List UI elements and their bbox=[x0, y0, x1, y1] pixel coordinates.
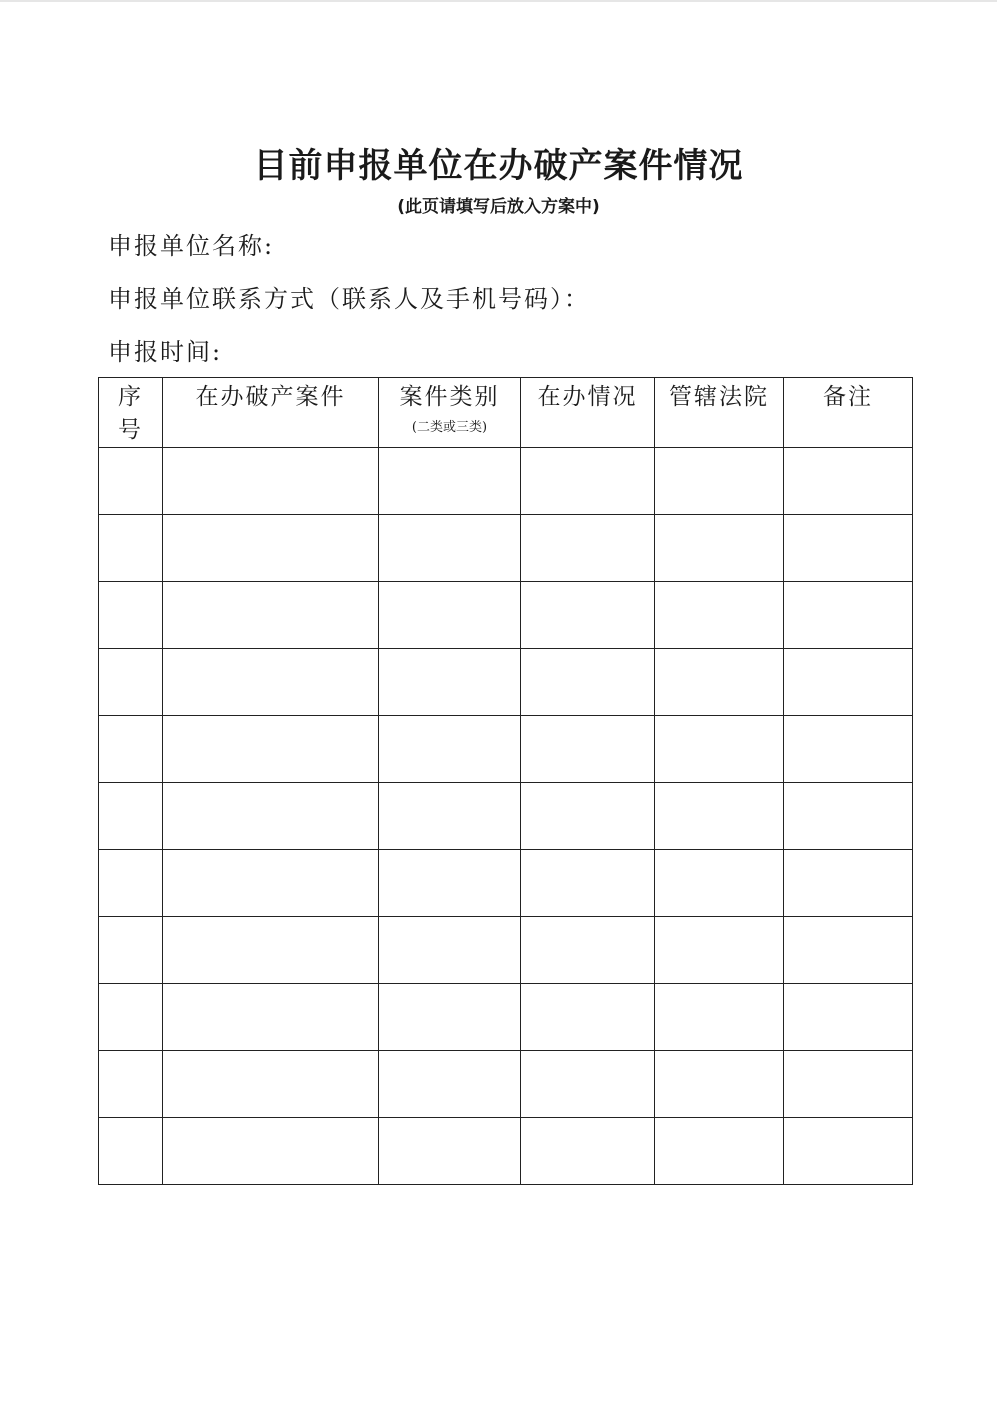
table-cell-case[interactable] bbox=[163, 716, 379, 783]
table-row bbox=[99, 917, 913, 984]
table-cell-seq[interactable] bbox=[99, 984, 163, 1051]
table-cell-seq[interactable] bbox=[99, 1051, 163, 1118]
table-cell-status[interactable] bbox=[521, 783, 655, 850]
table-cell-court[interactable] bbox=[655, 716, 784, 783]
table-cell-seq[interactable] bbox=[99, 515, 163, 582]
table-cell-court[interactable] bbox=[655, 850, 784, 917]
table-cell-seq[interactable] bbox=[99, 582, 163, 649]
table-cell-remarks[interactable] bbox=[784, 582, 913, 649]
table-cell-case[interactable] bbox=[163, 448, 379, 515]
page-top-edge bbox=[0, 0, 997, 2]
table-cell-status[interactable] bbox=[521, 1051, 655, 1118]
table-cell-court[interactable] bbox=[655, 783, 784, 850]
field-unit-name-label: 申报单位名称: bbox=[108, 232, 275, 260]
table-cell-court[interactable] bbox=[655, 1118, 784, 1185]
header-seq bbox=[99, 378, 163, 448]
document-subtitle: (此页请填写后放入方案中) bbox=[397, 197, 600, 217]
table-cell-remarks[interactable] bbox=[784, 1051, 913, 1118]
table-row bbox=[99, 984, 913, 1051]
table-row bbox=[99, 649, 913, 716]
table-cell-status[interactable] bbox=[521, 582, 655, 649]
table-cell-seq[interactable] bbox=[99, 783, 163, 850]
table-cell-court[interactable] bbox=[655, 582, 784, 649]
header-category-label: 案件类别 bbox=[399, 384, 500, 410]
table-cell-category[interactable] bbox=[379, 515, 521, 582]
table-cell-category[interactable] bbox=[379, 783, 521, 850]
table-cell-court[interactable] bbox=[655, 917, 784, 984]
table-row bbox=[99, 582, 913, 649]
header-case-label: 在办破产案件 bbox=[195, 384, 346, 410]
table-cell-category[interactable] bbox=[379, 1118, 521, 1185]
table-cell-category[interactable] bbox=[379, 716, 521, 783]
table-cell-case[interactable] bbox=[163, 582, 379, 649]
table-cell-seq[interactable] bbox=[99, 649, 163, 716]
header-remarks bbox=[784, 378, 913, 448]
table-cell-category[interactable] bbox=[379, 850, 521, 917]
table-cell-case[interactable] bbox=[163, 850, 379, 917]
table-row bbox=[99, 1051, 913, 1118]
table-cell-remarks[interactable] bbox=[784, 649, 913, 716]
table-cell-case[interactable] bbox=[163, 1118, 379, 1185]
table-cell-category[interactable] bbox=[379, 984, 521, 1051]
table-cell-remarks[interactable] bbox=[784, 1118, 913, 1185]
table-cell-case[interactable] bbox=[163, 1051, 379, 1118]
header-court-label: 管辖法院 bbox=[669, 384, 769, 410]
table-cell-status[interactable] bbox=[521, 850, 655, 917]
table-cell-remarks[interactable] bbox=[784, 515, 913, 582]
table-cell-category[interactable] bbox=[379, 448, 521, 515]
table-cell-status[interactable] bbox=[521, 984, 655, 1051]
table-cell-category[interactable] bbox=[379, 1051, 521, 1118]
table-cell-remarks[interactable] bbox=[784, 984, 913, 1051]
table-row bbox=[99, 850, 913, 917]
table-cell-category[interactable] bbox=[379, 917, 521, 984]
table-cell-seq[interactable] bbox=[99, 850, 163, 917]
header-status bbox=[521, 378, 655, 448]
table-cell-status[interactable] bbox=[521, 716, 655, 783]
table-cell-status[interactable] bbox=[521, 649, 655, 716]
table-cell-court[interactable] bbox=[655, 515, 784, 582]
table-row bbox=[99, 1118, 913, 1185]
table-row bbox=[99, 783, 913, 850]
table-cell-court[interactable] bbox=[655, 1051, 784, 1118]
table-cell-seq[interactable] bbox=[99, 1118, 163, 1185]
table-header-row bbox=[99, 378, 913, 448]
header-category-note: (二类或三类) bbox=[411, 420, 488, 435]
table-cell-seq[interactable] bbox=[99, 716, 163, 783]
table-cell-status[interactable] bbox=[521, 1118, 655, 1185]
field-date-label: 申报时间: bbox=[108, 338, 223, 366]
table-cell-court[interactable] bbox=[655, 649, 784, 716]
table-cell-court[interactable] bbox=[655, 448, 784, 515]
table-cell-remarks[interactable] bbox=[784, 850, 913, 917]
table-cell-case[interactable] bbox=[163, 783, 379, 850]
document-title: 目前申报单位在办破产案件情况 bbox=[253, 146, 744, 186]
table-row bbox=[99, 515, 913, 582]
table-cell-status[interactable] bbox=[521, 448, 655, 515]
table-cell-case[interactable] bbox=[163, 515, 379, 582]
table-cell-case[interactable] bbox=[163, 984, 379, 1051]
table-body bbox=[99, 448, 913, 1185]
table-cell-status[interactable] bbox=[521, 917, 655, 984]
table-cell-case[interactable] bbox=[163, 649, 379, 716]
table-cell-seq[interactable] bbox=[99, 917, 163, 984]
header-seq-label: 序号 bbox=[118, 384, 143, 443]
table-cell-category[interactable] bbox=[379, 582, 521, 649]
table-cell-court[interactable] bbox=[655, 984, 784, 1051]
header-case bbox=[163, 378, 379, 448]
table-cell-remarks[interactable] bbox=[784, 448, 913, 515]
table-cell-status[interactable] bbox=[521, 515, 655, 582]
table-cell-remarks[interactable] bbox=[784, 783, 913, 850]
table-row bbox=[99, 448, 913, 515]
header-status-label: 在办情况 bbox=[537, 384, 638, 410]
header-category bbox=[379, 378, 521, 448]
case-table bbox=[98, 377, 913, 1185]
table-cell-remarks[interactable] bbox=[784, 716, 913, 783]
table-cell-case[interactable] bbox=[163, 917, 379, 984]
header-court bbox=[655, 378, 784, 448]
header-remarks-label: 备注 bbox=[823, 384, 873, 410]
table-row bbox=[99, 716, 913, 783]
table-cell-seq[interactable] bbox=[99, 448, 163, 515]
table-cell-remarks[interactable] bbox=[784, 917, 913, 984]
field-contact-label: 申报单位联系方式（联系人及手机号码）： bbox=[108, 285, 590, 313]
table-cell-category[interactable] bbox=[379, 649, 521, 716]
